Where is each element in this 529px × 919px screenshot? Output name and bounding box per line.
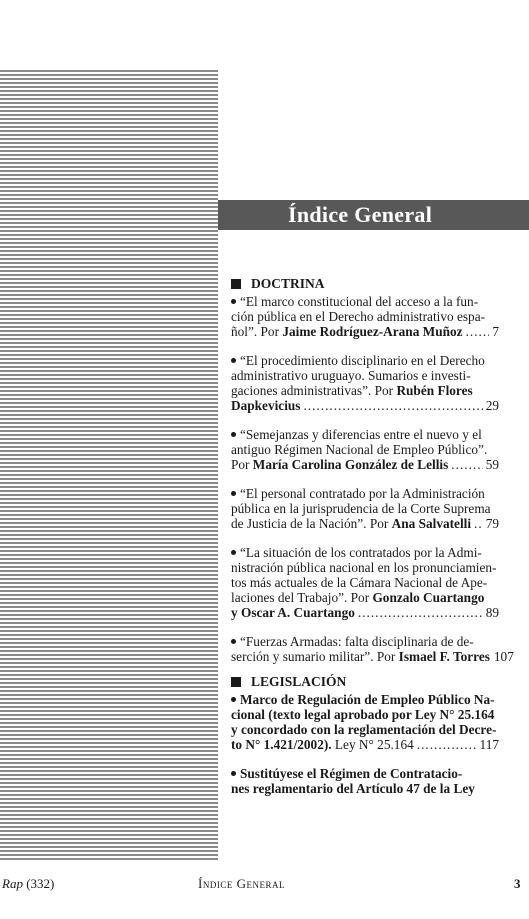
toc-entry[interactable]: “Fuerzas Armadas: falta disciplinaria de de- serción y sumario militar”. Por Ismael F. Torres 107	[231, 634, 514, 664]
toc-entry[interactable]: “La situación de los contratados por la Admi- nistración pública nacional en los pronunciamien- tos más actuales de la Cámara Nacional de Ape- laciones del Trabajo”. Por Gonzalo Cuartango y Oscar A. Cuartango ..... 89	[231, 545, 499, 620]
footer-page-number: 3	[514, 876, 521, 891]
toc-entry[interactable]: Marco de Regulación de Empleo Público Na- cional (texto legal aprobado por Ley N° 25.164 y concordado con la reglamentación del Decre- to N° 1.421/2002). Ley N° 25.164 ..... 117	[231, 692, 499, 752]
page-number: 7	[492, 324, 499, 339]
section-heading-legislacion: LEGISLACIÓN	[231, 674, 499, 689]
author-name: María Carolina González de Lellis	[252, 457, 449, 472]
leader-dots	[466, 324, 490, 339]
leader-dots	[451, 457, 482, 472]
page-number: 117	[479, 737, 499, 752]
section-heading-doctrina: DOCTRINA	[231, 276, 499, 291]
toc-entry[interactable]: “El marco constitucional del acceso a la fun- ción pública en el Derecho administrativo espa- ñol”. Por Jaime Rodríguez-Arana Muñoz ..... 7	[231, 294, 499, 339]
author-name: Dapkevicius	[231, 398, 301, 413]
footer-section-title: Índice General	[198, 876, 285, 891]
table-of-contents	[231, 276, 514, 810]
page-footer	[0, 876, 529, 896]
bullet-icon	[231, 491, 236, 496]
bullet-icon	[231, 358, 236, 363]
bullet-icon	[231, 639, 236, 644]
leader-dots	[358, 605, 483, 620]
bullet-icon	[231, 299, 236, 304]
decorative-stripes	[0, 70, 218, 860]
leader-dots	[303, 398, 482, 413]
author-name: Jaime Rodríguez-Arana Muñoz	[282, 324, 463, 339]
leader-dots	[474, 516, 483, 531]
page-number: 107	[493, 649, 514, 664]
page-number: 59	[485, 457, 499, 472]
toc-entry[interactable]: “Semejanzas y diferencias entre el nuevo y el antiguo Régimen Nacional de Empleo Público”. Por María Carolina González de Lellis ..... 59	[231, 427, 499, 472]
toc-entry[interactable]: Sustitúyese el Régimen de Contratacio- nes reglamentario del Artículo 47 de la Ley	[231, 766, 475, 796]
toc-entry[interactable]: “El personal contratado por la Administración pública en la jurisprudencia de la Corte Suprema de Justicia de la Nación”. Por Ana Salvatelli ..... 79	[231, 486, 499, 531]
page-number: 89	[485, 605, 499, 620]
author-name: y Oscar A. Cuartango	[231, 605, 355, 620]
footer-publication: Rap (332)	[2, 876, 55, 891]
author-name: Gonzalo Cuartango	[372, 590, 485, 605]
author-name: Ismael F. Torres	[398, 649, 490, 664]
page-number: 29	[485, 398, 499, 413]
toc-entry[interactable]: “El procedimiento disciplinario en el Derecho administrativo uruguayo. Sumarios e investi- gaciones administrativas”. Por Rubén Flores Dapkevicius ..... 29	[231, 353, 499, 413]
square-bullet-icon	[231, 279, 241, 289]
bullet-icon	[231, 432, 236, 437]
leader-dots	[417, 737, 477, 752]
author-name: Rubén Flores	[396, 383, 473, 398]
bullet-icon	[231, 697, 236, 702]
square-bullet-icon	[231, 677, 241, 687]
page-number: 79	[485, 516, 499, 531]
bullet-icon	[231, 771, 236, 776]
author-name: Ana Salvatelli	[391, 516, 472, 531]
bullet-icon	[231, 550, 236, 555]
page-title: Índice General	[218, 200, 529, 230]
